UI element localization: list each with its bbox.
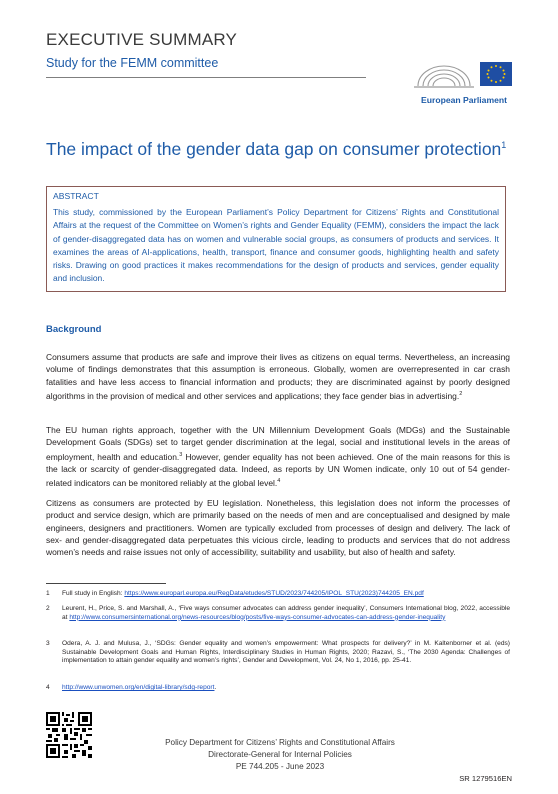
background-paragraph-2 [46, 424, 510, 489]
footnote-2 [46, 605, 510, 622]
document-title-text: The impact of the gender data gap on consumer protection [46, 139, 502, 159]
footnote-1-text: Full study in English: [62, 590, 125, 597]
footnote-marker-2: 2 [459, 390, 463, 397]
executive-summary-title: EXECUTIVE SUMMARY [46, 30, 238, 49]
footnote-3-text: Odera, A. J. and Mulusa, J., ‘SDGs: Gender equality and women’s empowerment: What prospects for delivery?’ in M. Kaltenborner et al. (eds) Sustainable Development Goals and Human Rights, Interdisciplinary Studies in Human Rights, 2020; Razavi, S., ‘The 2030 Agenda: Challenges of implementation to attain gender equality and women’s rights’, Gender and Development, Vol. 24, No 1, 2016, pp. 25-41. [62, 640, 510, 665]
paragraph-2-text-a: The EU human rights approach, together with the UN Millennium Development Goals (MDGs) and the Sustainable Development Goals (SDGs) set to target gender discrimination at the legal, social and institutional levels in the areas of employment, health and education. [46, 425, 510, 462]
footnote-3-number: 3 [46, 640, 50, 647]
footer-policy-department: Policy Department for Citizens’ Rights and Constitutional Affairs [165, 738, 395, 747]
committee-subtitle: Study for the FEMM committee [46, 56, 219, 70]
background-paragraph-1 [46, 351, 510, 402]
footnote-2-number: 2 [46, 605, 50, 612]
footnote-4-number: 4 [46, 684, 50, 691]
qr-code-icon[interactable] [46, 712, 92, 758]
footnote-3 [46, 640, 510, 666]
abstract-box [46, 186, 506, 292]
title-footnote-marker: 1 [501, 140, 507, 151]
footnote-4-period: . [214, 684, 217, 691]
paragraph-2-text-b: However, gender equality has not been achieved. One of the main reasons for this is the lack or scarcity of gender-disaggregated data. Indeed, as reports by UN Women indicate, only 10 out of 54 gender-related indicators can be monitored reliably at the global level. [46, 451, 511, 488]
footnote-1-number: 1 [46, 590, 50, 597]
abstract-heading: ABSTRACT [53, 191, 99, 201]
background-paragraph-3: Citizens as consumers are protected by EU legislation. Nonetheless, this legislation does not inform the processes of product and service design, which are primarily based on the needs of men and are conceptualised and designed by male engineers, designers and practitioners. Women are typically excluded from processes of design and delivery. The lack of sex- and gender-disaggregated data perpetuates this vicious circle, leading to products and services that do not address women’s needs and raise issues not only of accessibility, suitability and usability, but also of health and safety. [46, 498, 510, 558]
footnote-4-link[interactable]: http://www.unwomen.org/en/digital-library/sdg-report [62, 684, 215, 691]
footnote-divider [46, 583, 166, 584]
european-parliament-label: European Parliament [421, 95, 507, 105]
footnote-marker-4: 4 [277, 478, 281, 484]
footnote-4 [46, 684, 510, 693]
background-heading: Background [46, 324, 102, 335]
footnote-1-link[interactable]: https://www.europarl.europa.eu/RegData/etudes/STUD/2023/744205/IPOL_STU(2023)744205_EN.pdf [124, 590, 424, 597]
abstract-text: This study, commissioned by the European Parliament’s Policy Department for Citizens’ Rights and Constitutional Affairs at the request of the Committee on Women’s rights and Gender Equality (FEMM), considers the impact the lack of gender-disaggregated data has on women and vulnerable social groups, as consumers of products and services. It examines the areas of AI-applications, health, transport, finance and consumer goods, highlighting health and safety risks. Drawing on good practices it makes recommendations for the design of products and services, gender equality and inclusion. [53, 207, 499, 284]
document-sr-number: SR 1279516EN [459, 774, 512, 783]
paragraph-1-text: Consumers assume that products are safe and improve their lives as citizens on equal terms. Nevertheless, an increasing volume of findings demonstrates that this assumption is erroneous. Globally, women are overrepresented in car crash fatalities and have less access to financial information and products; they are discriminated against by poorly designed algorithms in the provision of medical and other services and applications; they face gender bias in advertising. [46, 352, 510, 401]
footnote-2-text: Leurent, H., Price, S. and Marshall, A., ‘Five ways consumer advocates can address gender inequality’, Consumers International blog, 2022, accessible at [62, 605, 510, 621]
footnote-2-link[interactable]: http://www.consumersinternational.org/news-resources/blog/posts/five-ways-consumer-advocates-can-address-gender-inequality [69, 613, 446, 621]
footnote-1 [46, 590, 510, 599]
footer-reference-date: PE 744.205 - June 2023 [235, 762, 325, 771]
document-title [46, 139, 516, 160]
footer-directorate: Directorate-General for Internal Policies [208, 750, 352, 759]
footnote-marker-3: 3 [179, 451, 183, 458]
header-divider [46, 77, 366, 78]
